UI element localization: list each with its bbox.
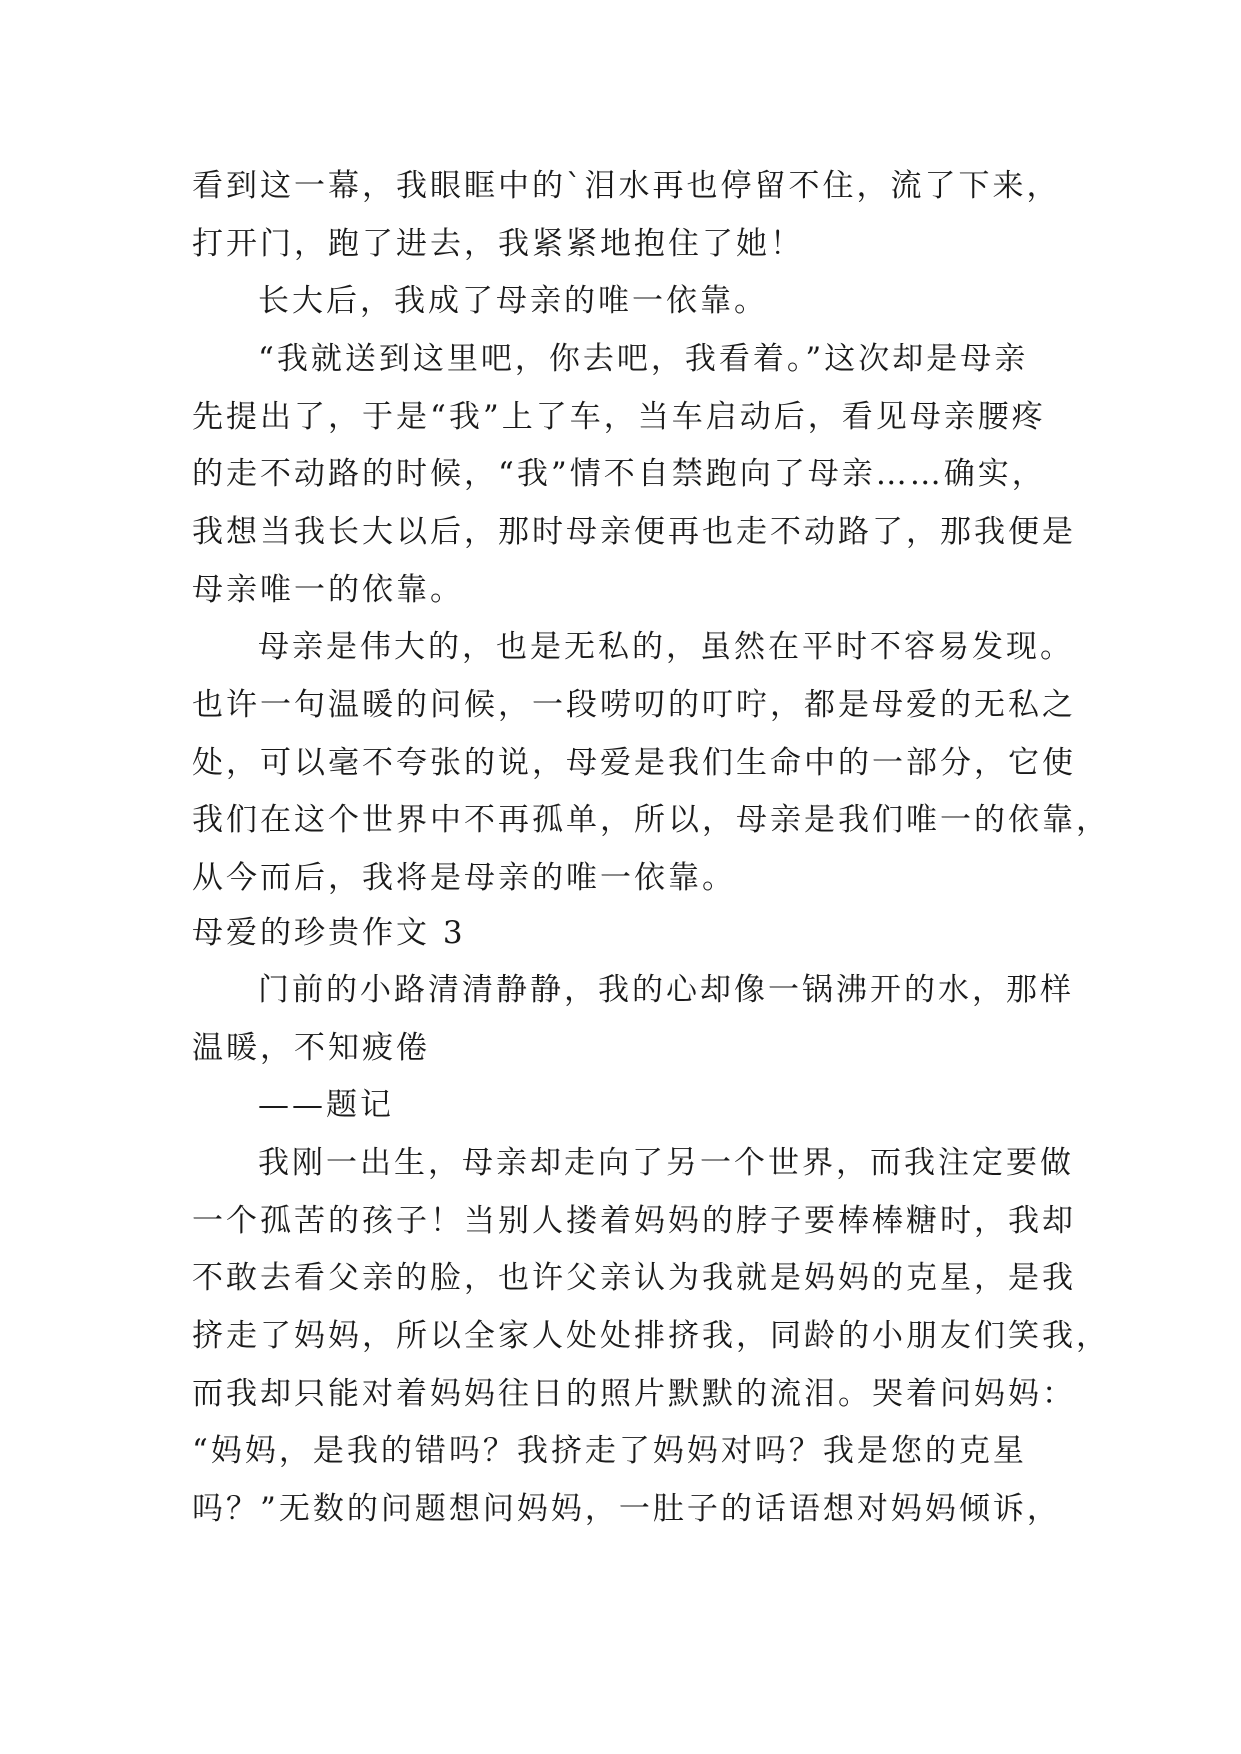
paragraph-line: 我想当我长大以后，那时母亲便再也走不动路了，那我便是: [192, 514, 1076, 550]
paragraph-line: 一个孤苦的孩子！当别人搂着妈妈的脖子要棒棒糖时，我却: [192, 1203, 1076, 1239]
paragraph-line: 打开门，跑了进去，我紧紧地抱住了她！: [192, 226, 804, 262]
section-heading: 母爱的珍贵作文 3: [192, 915, 466, 951]
paragraph-line: 看到这一幕，我眼眶中的`泪水再也停留不住，流了下来，: [192, 168, 1061, 204]
paragraph-line: 挤走了妈妈，所以全家人处处排挤我，同龄的小朋友们笑我，: [192, 1318, 1110, 1354]
paragraph-line: ——题记: [258, 1087, 394, 1123]
paragraph-line: 长大后，我成了母亲的唯一依靠。: [258, 283, 768, 319]
paragraph-line: 母亲唯一的依靠。: [192, 572, 464, 608]
paragraph-line: 的走不动路的时候，“我”情不自禁跑向了母亲……确实，: [192, 456, 1046, 492]
paragraph-line: 温暖，不知疲倦: [192, 1030, 430, 1066]
paragraph-line: 从今而后，我将是母亲的唯一依靠。: [192, 860, 736, 896]
paragraph-line: 门前的小路清清静静，我的心却像一锅沸开的水，那样: [258, 972, 1074, 1008]
paragraph-line: 母亲是伟大的，也是无私的，虽然在平时不容易发现。: [258, 629, 1074, 665]
paragraph-line: 而我却只能对着妈妈往日的照片默默的流泪。哭着问妈妈：: [192, 1376, 1076, 1412]
paragraph-line: 也许一句温暖的问候，一段唠叨的叮咛，都是母爱的无私之: [192, 687, 1076, 723]
paragraph-line: 处，可以毫不夸张的说，母爱是我们生命中的一部分，它使: [192, 745, 1076, 781]
paragraph-line: 先提出了，于是“我”上了车，当车启动后，看见母亲腰疼: [192, 399, 1046, 435]
paragraph-line: 我刚一出生，母亲却走向了另一个世界，而我注定要做: [258, 1145, 1074, 1181]
paragraph-line: 吗？”无数的问题想问妈妈，一肚子的话语想对妈妈倾诉，: [192, 1491, 1061, 1527]
paragraph-line: 我们在这个世界中不再孤单，所以，母亲是我们唯一的依靠，: [192, 802, 1110, 838]
paragraph-line: “妈妈，是我的错吗？我挤走了妈妈对吗？我是您的克星: [192, 1433, 1027, 1469]
paragraph-line: “我就送到这里吧，你去吧，我看着。”这次却是母亲: [258, 341, 1029, 377]
paragraph-line: 不敢去看父亲的脸，也许父亲认为我就是妈妈的克星，是我: [192, 1260, 1076, 1296]
